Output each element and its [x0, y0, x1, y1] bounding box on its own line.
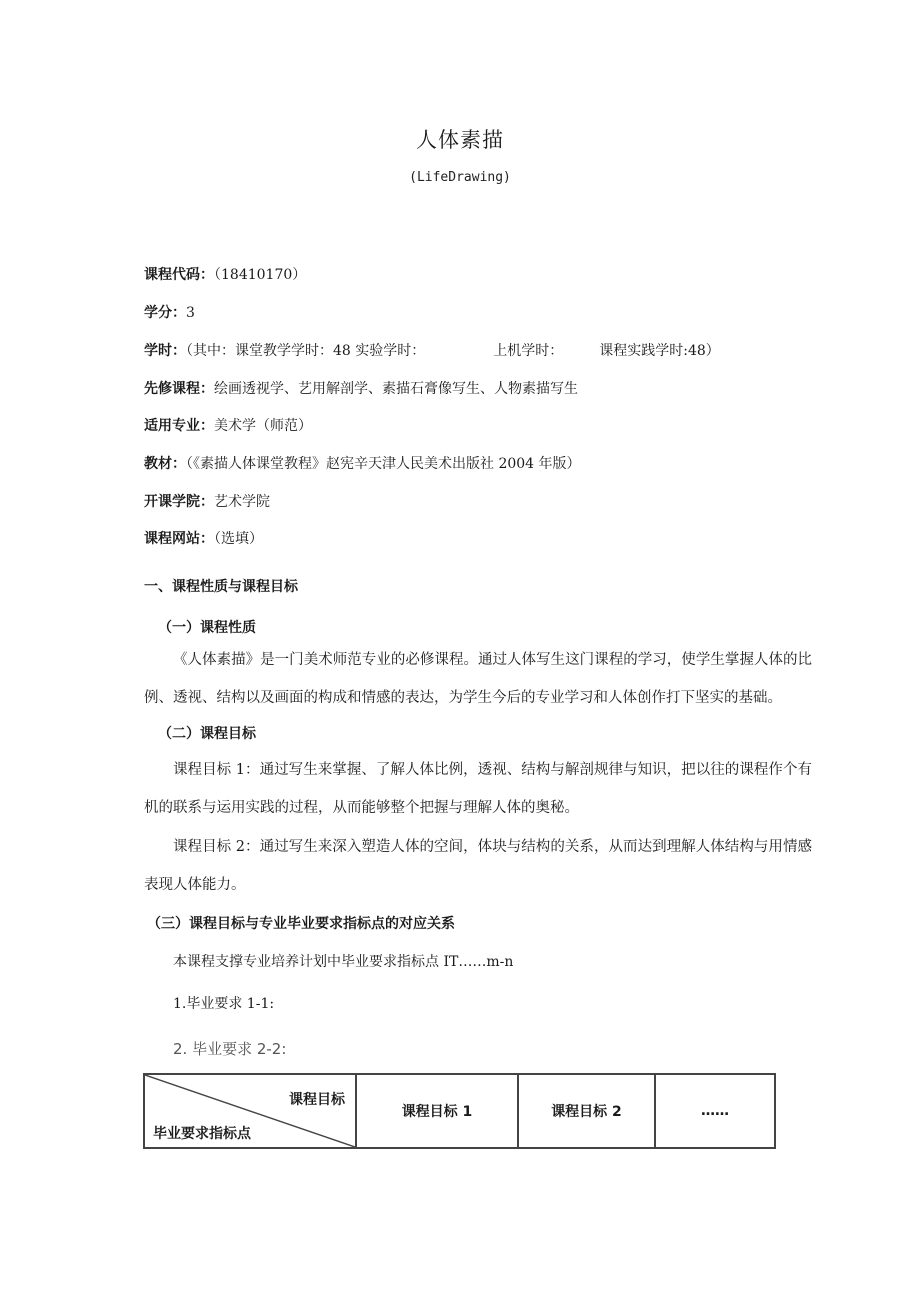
- table-corner-cell: [144, 1074, 356, 1148]
- info-course-code: [144, 264, 306, 284]
- mapping-table: [143, 1073, 776, 1149]
- table-header-row: [144, 1074, 775, 1148]
- website-value: （选填）: [214, 531, 263, 547]
- hours-part1: （其中：课堂教学学时：48 实验学时：: [186, 343, 426, 359]
- info-website: [144, 528, 263, 548]
- corner-bottom-label: 毕业要求指标点: [153, 1126, 251, 1142]
- sub2-heading: （二）课程目标: [158, 726, 256, 742]
- college-value: 艺术学院: [214, 494, 270, 510]
- info-hours: [144, 340, 720, 360]
- major-label: 适用专业：: [144, 418, 214, 434]
- info-major: [144, 415, 312, 435]
- hours-part3: 课程实践学时:48）: [599, 343, 720, 359]
- major-value: 美术学（师范）: [214, 418, 312, 434]
- textbook-label: 教材：: [144, 456, 186, 472]
- college-label: 开课学院：: [144, 494, 214, 510]
- sub1-heading: （一）课程性质: [158, 620, 256, 636]
- document-title: 人体素描: [416, 128, 504, 152]
- sub3-heading: （三）课程目标与专业毕业要求指标点的对应关系: [147, 916, 455, 932]
- prereq-value: 绘画透视学、艺用解剖学、素描石膏像写生、人物素描写生: [214, 381, 578, 397]
- textbook-value: （《素描人体课堂教程》赵宪辛天津人民美术出版社 2004 年版）: [186, 456, 581, 472]
- course-nature-text: 《人体素描》是一门美术师范专业的必修课程。通过人体写生这门课程的学习，使学生掌握人体的比例、透视、结构以及画面的构成和情感的表达，为学生今后的专业学习和人体创作打下坚实的基础。: [144, 652, 812, 706]
- course-code-value: （18410170）: [214, 267, 307, 283]
- credit-value: 3: [186, 305, 195, 321]
- corner-top-label: 课程目标: [289, 1092, 345, 1108]
- header-goal1: 课程目标 1: [356, 1074, 518, 1148]
- info-prerequisite: [144, 378, 578, 398]
- goal2-text: 课程目标 2：通过写生来深入塑造人体的空间，体块与结构的关系，从而达到理解人体结构与用情感表现人体能力。: [144, 839, 812, 893]
- prereq-label: 先修课程：: [144, 381, 214, 397]
- hours-label: 学时：: [144, 343, 186, 359]
- credit-label: 学分：: [144, 305, 186, 321]
- info-credit: [144, 302, 195, 322]
- requirement-1: 1.毕业要求 1-1:: [173, 996, 275, 1012]
- info-college: [144, 491, 270, 511]
- support-line: 本课程支撑专业培养计划中毕业要求指标点 IT……m-n: [173, 954, 514, 970]
- hours-part2: 上机学时：: [493, 343, 564, 359]
- header-more: ……: [655, 1074, 775, 1148]
- section1-heading: 一、课程性质与课程目标: [144, 579, 298, 595]
- info-textbook: [144, 453, 581, 473]
- course-code-label: 课程代码：: [144, 267, 214, 283]
- goal1-text: 课程目标 1：通过写生来掌握、了解人体比例，透视、结构与解剖规律与知识，把以往的课程作个有机的联系与运用实践的过程，从而能够整个把握与理解人体的奥秘。: [144, 762, 812, 816]
- website-label: 课程网站：: [144, 531, 214, 547]
- document-subtitle: (LifeDrawing): [409, 170, 511, 185]
- header-goal2: 课程目标 2: [518, 1074, 655, 1148]
- requirement-2: 2. 毕业要求 2-2:: [173, 1040, 287, 1058]
